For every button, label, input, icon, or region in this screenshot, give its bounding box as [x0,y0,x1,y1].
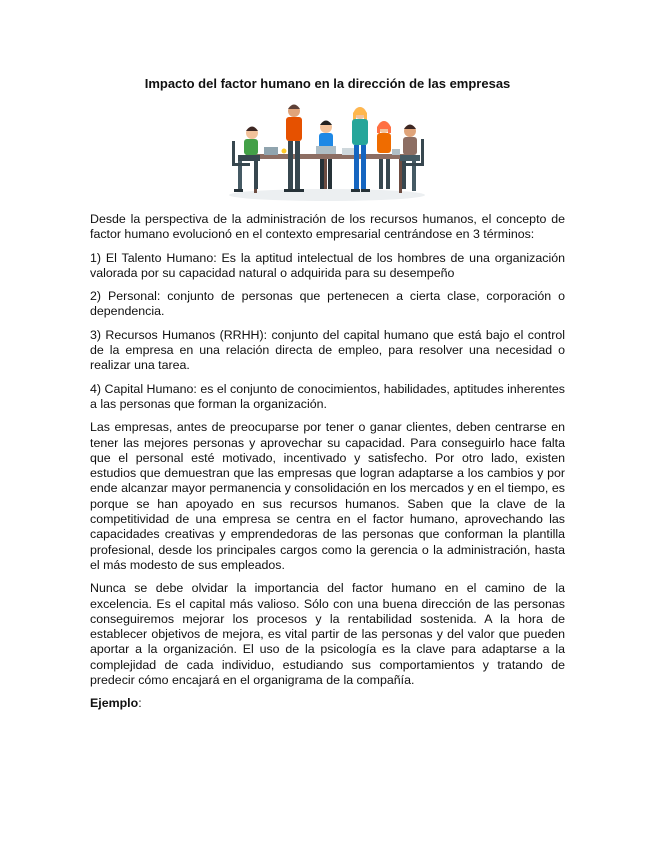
example-label: Ejemplo [90,696,139,711]
term-3-paragraph: 3) Recursos Humanos (RRHH): conjunto del capital humano que está bajo el control de la empresa en una relación directa de empleo, para resolver una necesidad o realizar una tarea. [90,327,565,373]
team-meeting-illustration [224,99,430,202]
example-heading [90,696,565,711]
companies-paragraph: Las empresas, antes de preocuparse por tener o ganar clientes, deben centrarse en tener las mejores personas y aprovechar su capacidad. Para conseguirlo hace falta que el personal esté motivado, incentivado y satisfecho. Por otro lado, existen estudios que demuestran que las empresas que logran adaptarse a los cambios y por ende alcanzar mayor permanencia y consolidación en los mercados y en el tiempo, es porque se han apoyado en sus recursos humanos. Saben que la clave de la competitividad de una empresa se centra en el factor humano, aprovechando las capacidades creativas y emprendedoras de las personas que conforman la plantilla profesional, desde los principales cargos como la gerencia o la administración, hasta el más modesto de sus empleados. [90,420,565,572]
excellence-paragraph: Nunca se debe olvidar la importancia del factor humano en el camino de la excelencia. Es el capital más valioso. Sólo con una buena dirección de las personas conseguiremos mejorar los procesos y la rentabilidad sostenida. A la hora de establecer objetivos de mejora, es vital partir de las personas y del valor que pueden aportar a la organización. El uso de la psicología es la clave para adaptarse a la complejidad de cada individuo, estudiando sus comportamientos y tratando de predecir cómo encajará en el organigrama de la compañía. [90,581,565,688]
term-1-paragraph: 1) El Talento Humano: Es la aptitud intelectual de los hombres de una organización valorada por su capacidad natural o adquirida para su desempeño [90,250,565,280]
example-colon: : [138,696,142,711]
term-2-paragraph: 2) Personal: conjunto de personas que pertenecen a cierta clase, corporación o dependencia. [90,289,565,319]
document-body [90,212,565,712]
intro-paragraph: Desde la perspectiva de la administración de los recursos humanos, el concepto de factor humano evolucionó en el contexto empresarial centrándose en 3 términos: [90,212,565,242]
document-title: Impacto del factor humano en la dirección de las empresas [144,76,511,91]
term-4-paragraph: 4) Capital Humano: es el conjunto de conocimientos, habilidades, aptitudes inherentes a las personas que forman la organización. [90,381,565,411]
